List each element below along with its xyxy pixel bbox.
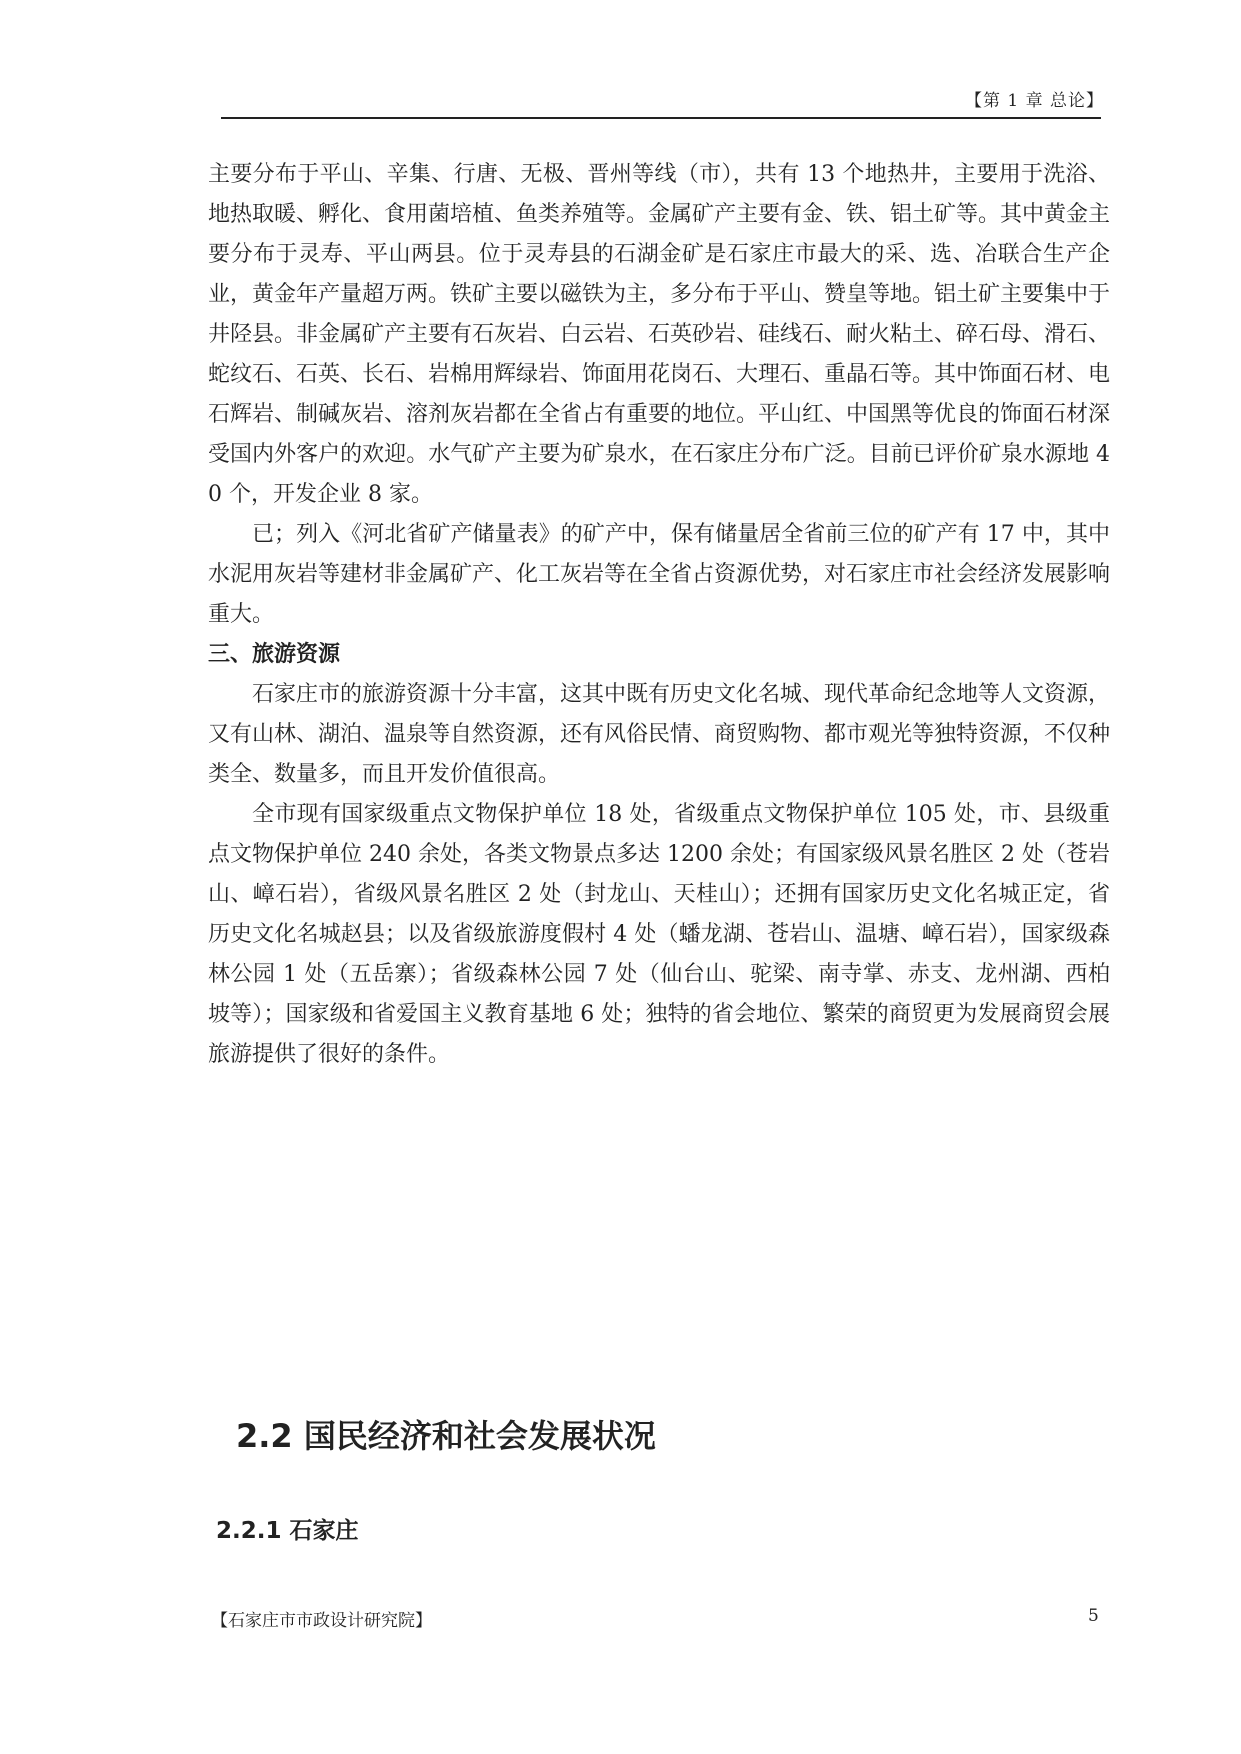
paragraph-mineral-reserves: 已；列入《河北省矿产储量表》的矿产中，保有储量居全省前三位的矿产有 17 中，其中水泥用灰岩等建材非金属矿产、化工灰岩等在全省占资源优势，对石家庄市社会经济发展影响重大。 <box>208 522 1111 627</box>
footer-organization: 【石家庄市市政设计研究院】 <box>211 1611 432 1631</box>
section-heading-tourism: 三、旅游资源 <box>208 642 341 667</box>
page-number: 5 <box>1088 1606 1099 1626</box>
body-text <box>208 155 1110 1075</box>
header-divider <box>221 117 1101 119</box>
heading-shijiazhuang: 2.2.1 石家庄 <box>216 1518 359 1544</box>
paragraph-minerals: 主要分布于平山、辛集、行唐、无极、晋州等线（市），共有 13 个地热井，主要用于洗浴、地热取暖、孵化、食用菌培植、鱼类养殖等。金属矿产主要有金、铁、铝土矿等。其中黄金主要分布于灵寿、平山两县。位于灵寿县的石湖金矿是石家庄市最大的采、选、冶联合生产企业，黄金年产量超万两。铁矿主要以磁铁为主，多分布于平山、赞皇等地。铝土矿主要集中于井陉县。非金属矿产主要有石灰岩、白云岩、石英砂岩、硅线石、耐火粘土、碎石母、滑石、蛇纹石、石英、长石、岩棉用辉绿岩、饰面用花岗石、大理石、重晶石等。其中饰面石材、电石辉岩、制碱灰岩、溶剂灰岩都在全省占有重要的地位。平山红、中国黑等优良的饰面石材深受国内外客户的欢迎。水气矿产主要为矿泉水，在石家庄分布广泛。目前已评价矿泉水源地 40 个，开发企业 8 家。 <box>208 162 1111 507</box>
paragraph-tourism-sites: 全市现有国家级重点文物保护单位 18 处，省级重点文物保护单位 105 处，市、县级重点文物保护单位 240 余处，各类文物景点多达 1200 余处；有国家级风景名胜区 2 处（苍岩山、嶂石岩），省级风景名胜区 2 处（封龙山、天桂山）；还拥有国家历史文化名城正定，省历史文化名城赵县；以及省级旅游度假村 4 处（蟠龙湖、苍岩山、温塘、嶂石岩），国家级森林公园 1 处（五岳寨）；省级森林公园 7 处（仙台山、驼梁、南寺掌、赤支、龙州湖、西柏坡等）；国家级和省爱国主义教育基地 6 处；独特的省会地位、繁荣的商贸更为发展商贸会展旅游提供了很好的条件。 <box>208 802 1110 1067</box>
paragraph-tourism-overview: 石家庄市的旅游资源十分丰富，这其中既有历史文化名城、现代革命纪念地等人文资源，又有山林、湖泊、温泉等自然资源，还有风俗民情、商贸购物、都市观光等独特资源，不仅种类全、数量多，而且开发价值很高。 <box>208 682 1111 787</box>
heading-economy-social-development: 2.2 国民经济和社会发展状况 <box>236 1417 656 1455</box>
chapter-header: 【第 1 章 总论】 <box>964 91 1104 111</box>
